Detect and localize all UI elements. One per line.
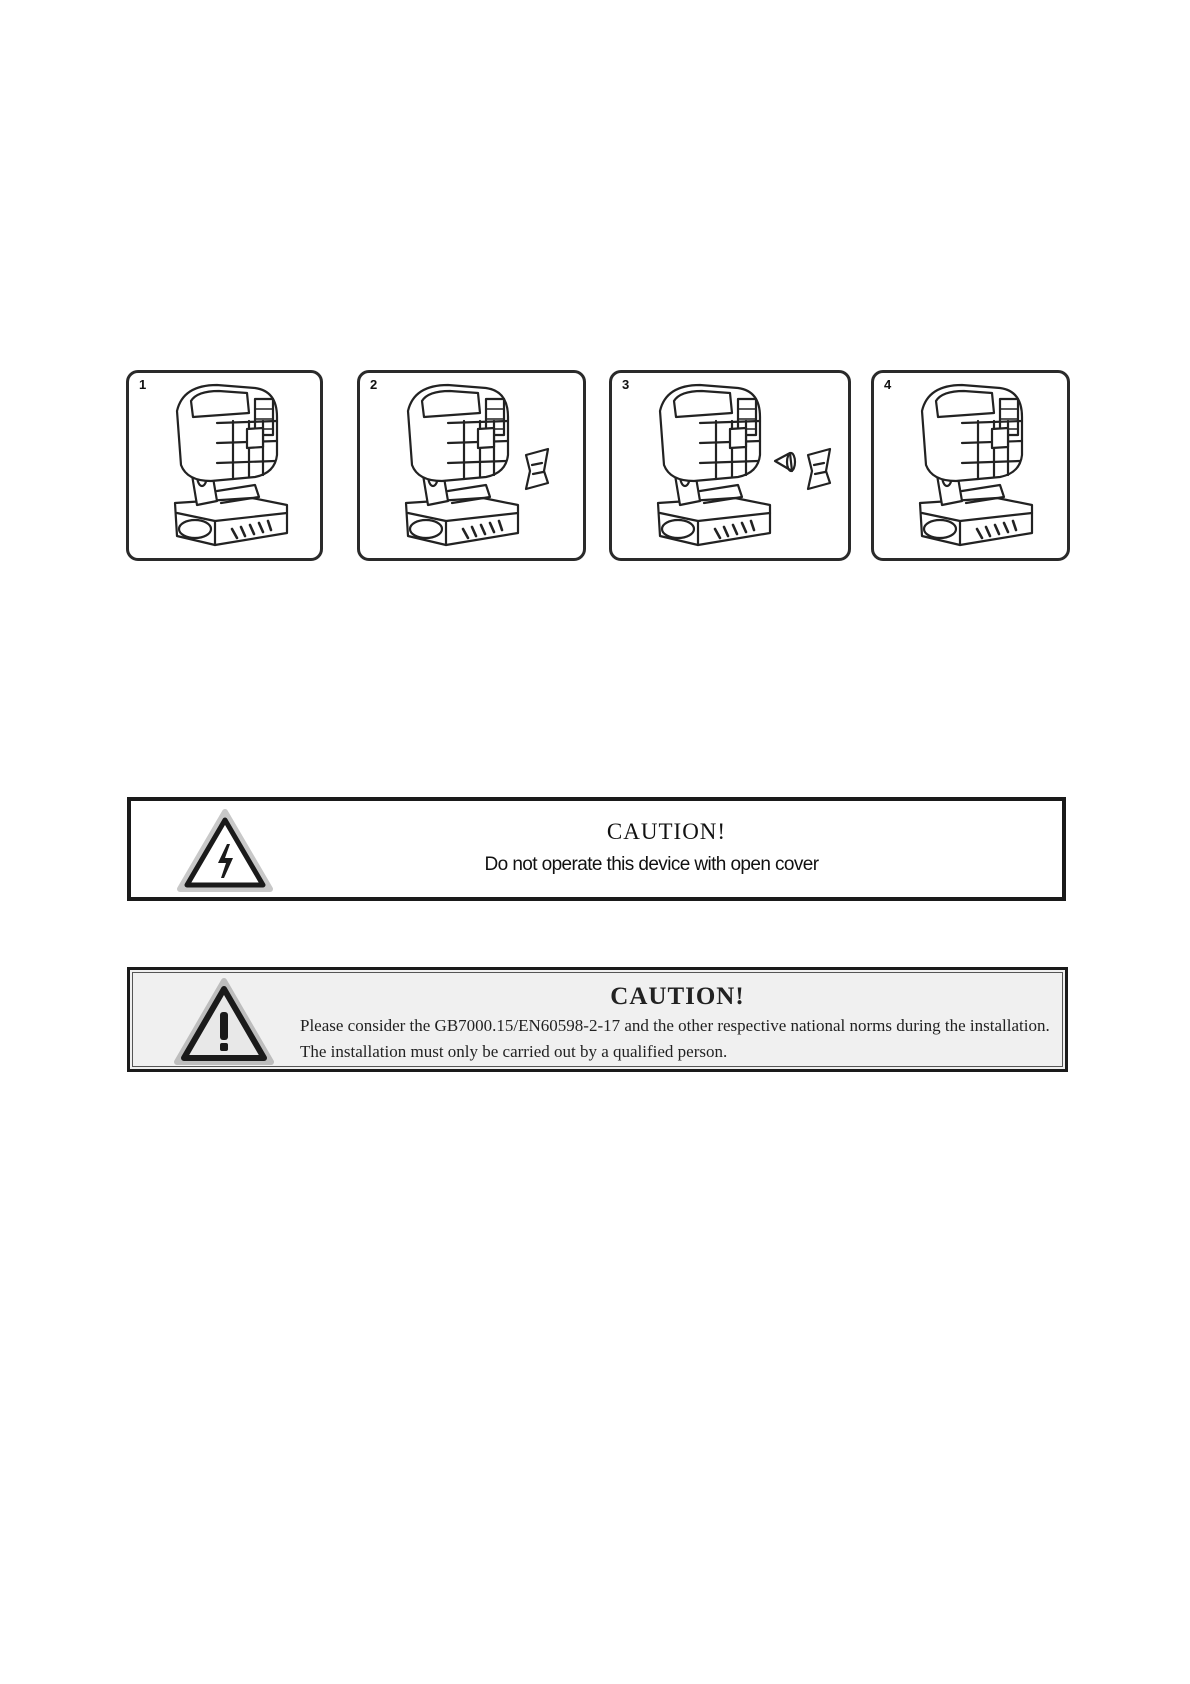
- fixture-drawing: [920, 385, 1032, 545]
- caution-box-open-cover: [127, 797, 1066, 901]
- step-number: 1: [139, 377, 147, 392]
- step-number: 2: [370, 377, 378, 392]
- head-cover-opening: [730, 428, 746, 448]
- caution-text: Do not operate this device with open cover: [484, 854, 819, 875]
- step-number: 3: [622, 377, 630, 392]
- moving-head-fixture-illustration: [612, 373, 848, 558]
- caution-box-installation-norms: [127, 967, 1068, 1072]
- fixture-drawing: [175, 385, 287, 545]
- removed-cover-part: [526, 449, 548, 489]
- head-cover-opening: [247, 428, 263, 448]
- caution-title: CAUTION!: [610, 983, 745, 1010]
- caution-text: Please consider the GB7000.15/EN60598-2-17 and the other respective national norms during the installation. The installation must only be carried out by a qualified person.: [300, 1016, 1050, 1061]
- step-panel-4: [871, 370, 1070, 561]
- step-panel-2: [357, 370, 586, 561]
- moving-head-fixture-illustration: [129, 373, 320, 558]
- caution-title: CAUTION!: [606, 819, 727, 844]
- moving-head-fixture-illustration: [874, 373, 1067, 558]
- removed-cover-part: [808, 449, 830, 489]
- fixture-drawing: [658, 385, 830, 545]
- step-panel-3: [609, 370, 851, 561]
- step-number: 4: [884, 377, 892, 392]
- removed-lens-part: [775, 453, 792, 471]
- moving-head-fixture-illustration: [360, 373, 583, 558]
- step-panel-1: [126, 370, 323, 561]
- fixture-drawing: [406, 385, 548, 545]
- head-cover-opening: [992, 428, 1008, 448]
- head-cover-opening: [478, 428, 494, 448]
